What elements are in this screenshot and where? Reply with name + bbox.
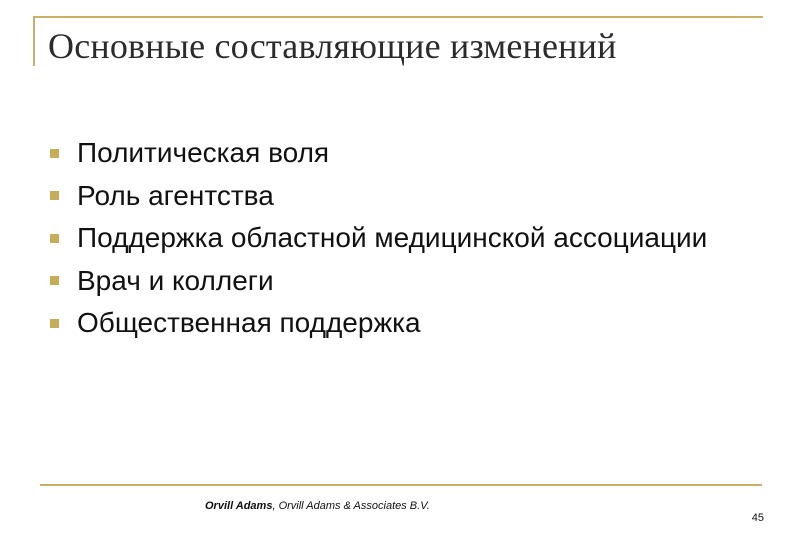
square-bullet-icon bbox=[50, 191, 59, 200]
bullet-text: Общественная поддержка bbox=[77, 307, 421, 339]
bullet-text: Роль агентства bbox=[77, 179, 274, 211]
footer-organization: Orvill Adams & Associates B.V. bbox=[278, 500, 430, 512]
bullet-item bbox=[48, 217, 707, 260]
bullet-item bbox=[48, 302, 707, 345]
footer-separator: , bbox=[272, 500, 279, 512]
footer-rule bbox=[40, 484, 762, 486]
footer-credit bbox=[205, 500, 430, 512]
bullet-text: Поддержка областной медицинской ассоциации bbox=[77, 222, 708, 254]
bullet-item bbox=[48, 132, 707, 175]
page-number: 45 bbox=[751, 512, 764, 524]
footer-author: Orvill Adams bbox=[205, 500, 273, 512]
square-bullet-icon bbox=[50, 319, 59, 328]
title-top-rule bbox=[33, 16, 763, 18]
square-bullet-icon bbox=[50, 234, 59, 243]
bullet-item bbox=[48, 175, 707, 218]
title-left-rule bbox=[33, 16, 35, 66]
bullet-list bbox=[48, 132, 707, 345]
bullet-text: Врач и коллеги bbox=[77, 264, 274, 296]
slide-title: Основные составляющие изменений bbox=[48, 26, 617, 66]
square-bullet-icon bbox=[50, 276, 59, 285]
bullet-item bbox=[48, 260, 707, 303]
bullet-text: Политическая воля bbox=[77, 137, 330, 169]
square-bullet-icon bbox=[50, 149, 59, 158]
